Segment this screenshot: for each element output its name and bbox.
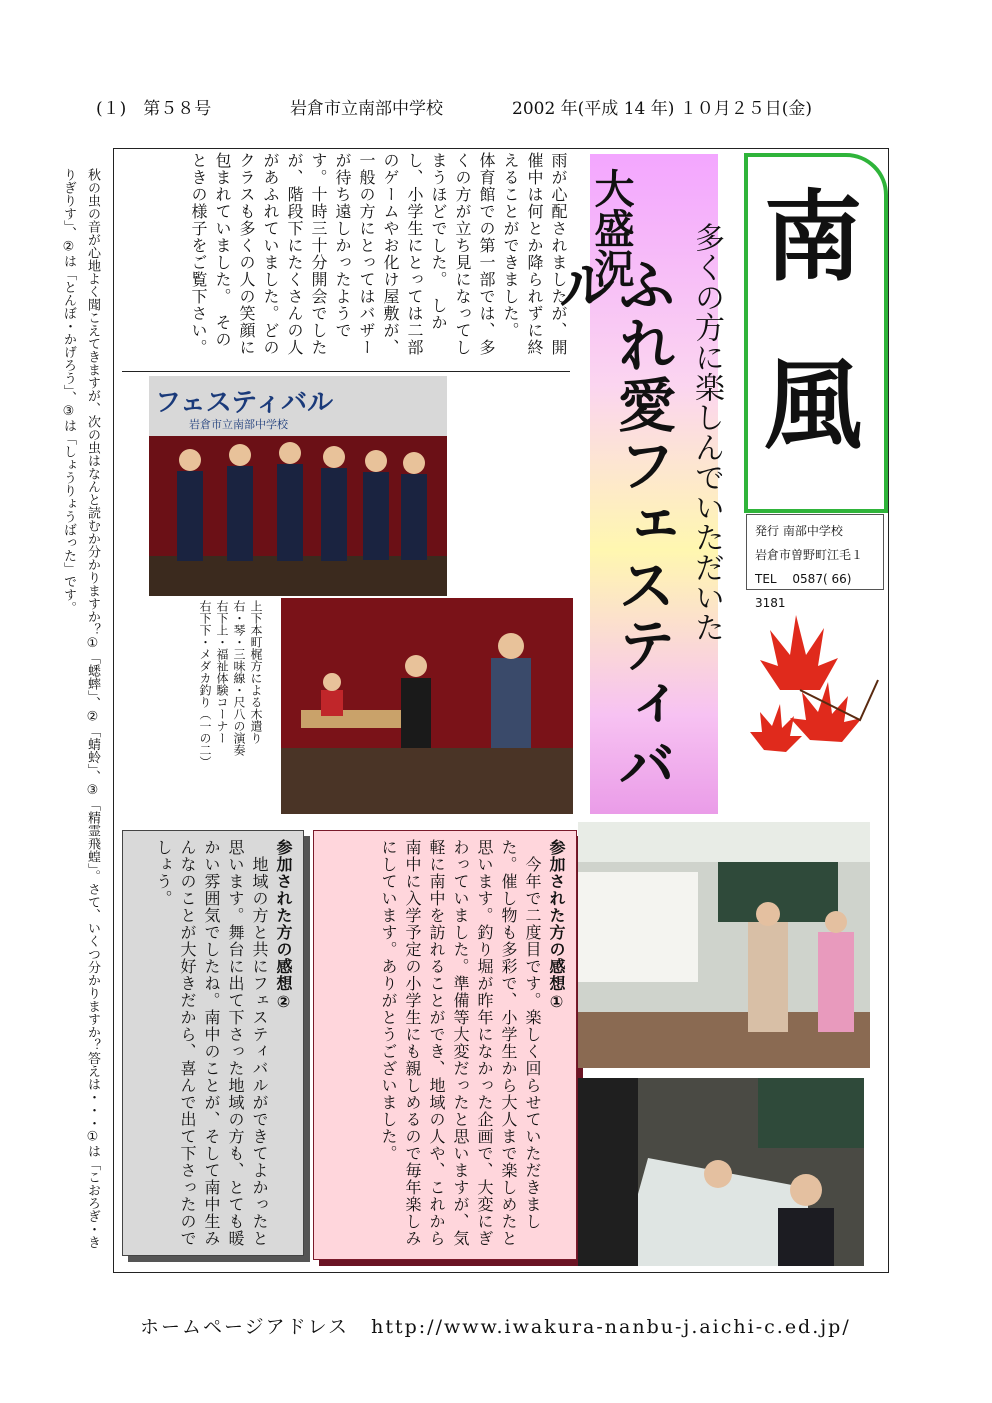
photo-kiyari <box>149 376 447 596</box>
stage-banner: フェスティバル <box>155 388 334 418</box>
impression1-heading: 参加された方の感想① <box>547 839 566 1012</box>
publisher: 発行 南部中学校 <box>755 524 843 538</box>
caption-line: 右下下・メダカ釣り（一の二） <box>198 600 212 768</box>
impression1-text: 今年で二度目です。楽しく回らせていただきました。催し物も多彩で、小学生から大人まで楽しめたと思います。釣り堀が昨年になかった企画で、大変にぎわっていました。準備等大変だったと思いますが、気軽に南中を訪れることができ、地域の人や、これから南中に入学予定の小学生にも親しめるので毎年楽しみにしています。ありがとうございました。 <box>379 839 542 1247</box>
address: 岩倉市曽野町江毛１ <box>755 548 864 562</box>
homepage-label: ホームページアドレス <box>140 1316 350 1338</box>
impression2-text: 地域の方と共にフェスティバルができてよかったと思います。舞台に出て下さった地域の方も、とても暖かい雰囲気でしたね。南中のことが、そして南中生みんなのことが大好きだから、喜んで出て下さったのでしょう。 <box>154 839 269 1247</box>
maple-leaf-illustration <box>740 600 885 780</box>
stage-banner-sub: 岩倉市立南部中学校 <box>189 418 288 431</box>
impression2-heading: 参加された方の感想② <box>274 839 293 1012</box>
school-name: 岩倉市立南部中学校 <box>290 99 443 119</box>
masthead-char-1: 南 <box>764 181 863 295</box>
caption-line: 右下上・福祉体験コーナー <box>215 600 229 744</box>
quiz-answer: 答えは・・・①は「こおろぎ・きりぎりす」、②は「とんぼ・かげろう」、③は「しょうりょうばった」です。 <box>61 168 100 1249</box>
headline-kicker: 大盛況 <box>588 168 634 288</box>
footer <box>140 1312 851 1339</box>
photo-music <box>281 598 573 814</box>
photo-captions <box>146 600 264 810</box>
telephone: TEL 0587( 66) 3181 <box>755 572 852 610</box>
quiz-question: 秋の虫の音が心地よく聞こえてきますが、次の虫はなんと読むか分かりますか？①「蟋蟀」、②「蜻蛉」、③「精霊飛蝗」。さて、いくつ分かりますか？ <box>85 168 100 1052</box>
article-top <box>118 152 570 364</box>
issue-date: 2002 年(平成 14 年) １０月２５日(金) <box>512 99 813 119</box>
photo-welfare-corner <box>578 822 870 1068</box>
impression1-box <box>313 830 577 1260</box>
homepage-url[interactable]: http://www.iwakura-nanbu-j.aichi-c.ed.jp/ <box>371 1316 851 1338</box>
publisher-box <box>746 514 884 610</box>
masthead <box>744 153 888 513</box>
photo-medaka-fishing <box>578 1078 864 1266</box>
quiz-note <box>52 168 104 1258</box>
issue-number: (１) 第５８号 <box>96 99 212 119</box>
article-divider <box>122 371 570 372</box>
caption-line: 上下本町梶方による木遣り <box>249 600 263 744</box>
headline-main: ふれ愛フェスティバル <box>548 255 676 795</box>
caption-line: 右・琴・三味線・尺八の演奏 <box>232 600 246 756</box>
headline-subtitle: 多くの方に楽しんでいただいた <box>689 222 724 642</box>
impression2-box <box>122 830 304 1256</box>
article-text: 雨が心配されましたが、開催中は何とか降られずに終えることができました。 体育館での第一部では、多くの方が立ち見になってしまうほどでした。 しかし、小学生にとっては二部のゲームやお化け屋敷が、一般の方にとってはバザーが待ち遠しかったようです。十時三十分開会でしたが、階段下にたくさんの人があふれていました。どのクラスも多くの人の笑顔に包まれていました。 そのときの様子をご覧下さい。 <box>189 152 568 356</box>
masthead-char-2: 風 <box>764 349 863 463</box>
